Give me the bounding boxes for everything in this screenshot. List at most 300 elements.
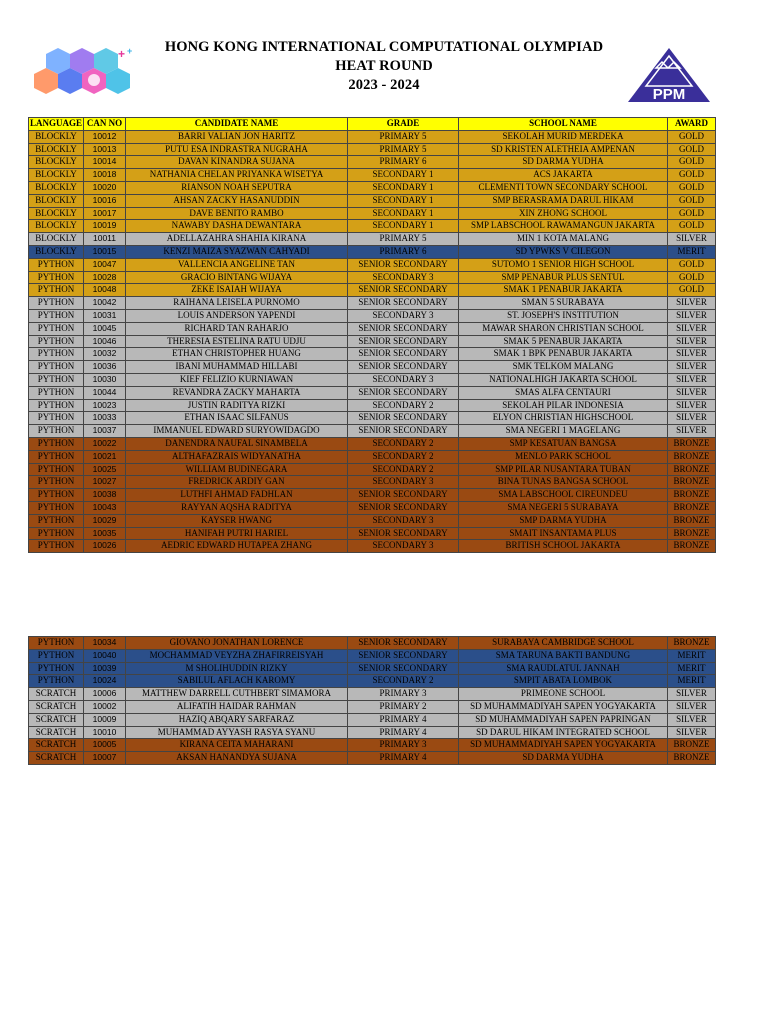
- candidate-name-cell: KENZI MAIZA SYAZWAN CAHYADI: [126, 245, 348, 258]
- can-no-cell: 10040: [84, 649, 126, 662]
- svg-text:+: +: [118, 47, 126, 61]
- table-row: [29, 335, 716, 348]
- language-cell: PYTHON: [29, 450, 84, 463]
- grade-cell: SENIOR SECONDARY: [348, 412, 459, 425]
- table-row: [29, 463, 716, 476]
- grade-cell: SENIOR SECONDARY: [348, 662, 459, 675]
- grade-cell: SECONDARY 2: [348, 675, 459, 688]
- school-name-cell: MAWAR SHARON CHRISTIAN SCHOOL: [459, 322, 668, 335]
- table-row: [29, 156, 716, 169]
- can-no-cell: 10036: [84, 361, 126, 374]
- can-no-cell: 10037: [84, 425, 126, 438]
- grade-cell: PRIMARY 6: [348, 245, 459, 258]
- ppm-logo: [626, 46, 712, 104]
- grade-cell: SECONDARY 3: [348, 271, 459, 284]
- table-row: [29, 194, 716, 207]
- award-cell: GOLD: [668, 271, 716, 284]
- school-name-cell: ST. JOSEPH'S INSTITUTION: [459, 309, 668, 322]
- can-no-cell: 10045: [84, 322, 126, 335]
- candidate-name-cell: KIEF FELIZIO KURNIAWAN: [126, 373, 348, 386]
- col-header-can-no: CAN NO: [84, 118, 126, 131]
- can-no-cell: 10019: [84, 220, 126, 233]
- school-name-cell: SD DARMA YUDHA: [459, 752, 668, 765]
- grade-cell: SECONDARY 1: [348, 194, 459, 207]
- candidate-name-cell: RAIHANA LEISELA PURNOMO: [126, 297, 348, 310]
- award-cell: BRONZE: [668, 489, 716, 502]
- award-cell: SILVER: [668, 726, 716, 739]
- award-cell: GOLD: [668, 169, 716, 182]
- award-cell: SILVER: [668, 322, 716, 335]
- school-name-cell: BINA TUNAS BANGSA SCHOOL: [459, 476, 668, 489]
- candidate-name-cell: NATHANIA CHELAN PRIYANKA WISETYA: [126, 169, 348, 182]
- can-no-cell: 10044: [84, 386, 126, 399]
- can-no-cell: 10023: [84, 399, 126, 412]
- table-row: [29, 489, 716, 502]
- table-row: [29, 399, 716, 412]
- candidate-name-cell: LOUIS ANDERSON YAPENDI: [126, 309, 348, 322]
- language-cell: BLOCKLY: [29, 143, 84, 156]
- can-no-cell: 10043: [84, 501, 126, 514]
- table-row: [29, 386, 716, 399]
- language-cell: PYTHON: [29, 258, 84, 271]
- award-cell: MERIT: [668, 245, 716, 258]
- candidate-name-cell: PUTU ESA INDRASTRA NUGRAHA: [126, 143, 348, 156]
- award-cell: BRONZE: [668, 540, 716, 553]
- award-cell: SILVER: [668, 297, 716, 310]
- can-no-cell: 10010: [84, 726, 126, 739]
- col-header-candidate-name: CANDIDATE NAME: [126, 118, 348, 131]
- grade-cell: PRIMARY 4: [348, 726, 459, 739]
- grade-cell: PRIMARY 6: [348, 156, 459, 169]
- table-row: [29, 437, 716, 450]
- language-cell: PYTHON: [29, 399, 84, 412]
- grade-cell: SENIOR SECONDARY: [348, 348, 459, 361]
- col-header-grade: GRADE: [348, 118, 459, 131]
- language-cell: SCRATCH: [29, 726, 84, 739]
- school-name-cell: SD MUHAMMADIYAH SAPEN YOGYAKARTA: [459, 739, 668, 752]
- table-row: [29, 700, 716, 713]
- school-name-cell: SEKOLAH MURID MERDEKA: [459, 130, 668, 143]
- candidate-name-cell: RIANSON NOAH SEPUTRA: [126, 181, 348, 194]
- candidate-name-cell: KAYSER HWANG: [126, 514, 348, 527]
- can-no-cell: 10026: [84, 540, 126, 553]
- can-no-cell: 10039: [84, 662, 126, 675]
- grade-cell: PRIMARY 4: [348, 713, 459, 726]
- can-no-cell: 10033: [84, 412, 126, 425]
- candidate-name-cell: HANIFAH PUTRI HARIEL: [126, 527, 348, 540]
- award-cell: BRONZE: [668, 450, 716, 463]
- language-cell: PYTHON: [29, 527, 84, 540]
- candidate-name-cell: ADELLAZAHRA SHAHIA KIRANA: [126, 233, 348, 246]
- table-row: [29, 181, 716, 194]
- grade-cell: PRIMARY 3: [348, 688, 459, 701]
- table-row: [29, 752, 716, 765]
- can-no-cell: 10042: [84, 297, 126, 310]
- award-cell: GOLD: [668, 220, 716, 233]
- col-header-school-name: SCHOOL NAME: [459, 118, 668, 131]
- school-name-cell: SMP LABSCHOOL RAWAMANGUN JAKARTA: [459, 220, 668, 233]
- candidate-name-cell: SABILUL AFLACH KAROMY: [126, 675, 348, 688]
- table-row: [29, 739, 716, 752]
- table-row: [29, 309, 716, 322]
- language-cell: SCRATCH: [29, 713, 84, 726]
- can-no-cell: 10009: [84, 713, 126, 726]
- can-no-cell: 10015: [84, 245, 126, 258]
- grade-cell: SENIOR SECONDARY: [348, 335, 459, 348]
- can-no-cell: 10013: [84, 143, 126, 156]
- award-cell: SILVER: [668, 425, 716, 438]
- language-cell: PYTHON: [29, 284, 84, 297]
- grade-cell: SENIOR SECONDARY: [348, 297, 459, 310]
- candidate-name-cell: GRACIO BINTANG WIJAYA: [126, 271, 348, 284]
- award-cell: SILVER: [668, 335, 716, 348]
- grade-cell: SECONDARY 2: [348, 463, 459, 476]
- school-name-cell: SURABAYA CAMBRIDGE SCHOOL: [459, 637, 668, 650]
- can-no-cell: 10047: [84, 258, 126, 271]
- candidate-name-cell: AEDRIC EDWARD HUTAPEA ZHANG: [126, 540, 348, 553]
- results-table-1: [28, 117, 716, 553]
- language-cell: BLOCKLY: [29, 233, 84, 246]
- award-cell: SILVER: [668, 373, 716, 386]
- school-name-cell: SMAK 1 BPK PENABUR JAKARTA: [459, 348, 668, 361]
- candidate-name-cell: GIOVANO JONATHAN LORENCE: [126, 637, 348, 650]
- grade-cell: SECONDARY 2: [348, 399, 459, 412]
- school-name-cell: SMA LABSCHOOL CIREUNDEU: [459, 489, 668, 502]
- col-header-award: AWARD: [668, 118, 716, 131]
- table-row: [29, 207, 716, 220]
- table-body-2: [29, 637, 716, 765]
- grade-cell: SECONDARY 3: [348, 476, 459, 489]
- school-name-cell: SD KRISTEN ALETHEIA AMPENAN: [459, 143, 668, 156]
- candidate-name-cell: HAZIQ ABQARY SARFARAZ: [126, 713, 348, 726]
- candidate-name-cell: RICHARD TAN RAHARJO: [126, 322, 348, 335]
- award-cell: SILVER: [668, 399, 716, 412]
- school-name-cell: SMP PENABUR PLUS SENTUL: [459, 271, 668, 284]
- can-no-cell: 10014: [84, 156, 126, 169]
- candidate-name-cell: JUSTIN RADITYA RIZKI: [126, 399, 348, 412]
- can-no-cell: 10016: [84, 194, 126, 207]
- language-cell: PYTHON: [29, 348, 84, 361]
- language-cell: PYTHON: [29, 501, 84, 514]
- award-cell: BRONZE: [668, 437, 716, 450]
- results-table-2: [28, 636, 716, 765]
- award-cell: GOLD: [668, 130, 716, 143]
- language-cell: BLOCKLY: [29, 156, 84, 169]
- school-name-cell: SMK TELKOM MALANG: [459, 361, 668, 374]
- award-cell: SILVER: [668, 713, 716, 726]
- candidate-name-cell: DAVAN KINANDRA SUJANA: [126, 156, 348, 169]
- school-name-cell: SMPIT ABATA LOMBOK: [459, 675, 668, 688]
- language-cell: PYTHON: [29, 412, 84, 425]
- candidate-name-cell: KIRANA CEITA MAHARANI: [126, 739, 348, 752]
- grade-cell: PRIMARY 3: [348, 739, 459, 752]
- school-name-cell: SMA RAUDLATUL JANNAH: [459, 662, 668, 675]
- header-round: HEAT ROUND: [335, 58, 433, 74]
- table-row: [29, 527, 716, 540]
- language-cell: PYTHON: [29, 649, 84, 662]
- school-name-cell: SMP PILAR NUSANTARA TUBAN: [459, 463, 668, 476]
- candidate-name-cell: M SHOLIHUDDIN RIZKY: [126, 662, 348, 675]
- award-cell: GOLD: [668, 258, 716, 271]
- grade-cell: PRIMARY 2: [348, 700, 459, 713]
- award-cell: GOLD: [668, 143, 716, 156]
- table-header-row: [29, 118, 716, 131]
- award-cell: GOLD: [668, 284, 716, 297]
- award-cell: SILVER: [668, 688, 716, 701]
- ppm-logo-text: PPM: [652, 86, 686, 103]
- grade-cell: SECONDARY 3: [348, 540, 459, 553]
- grade-cell: PRIMARY 4: [348, 752, 459, 765]
- table-row: [29, 373, 716, 386]
- table-row: [29, 130, 716, 143]
- table-row: [29, 662, 716, 675]
- school-name-cell: SMP KESATUAN BANGSA: [459, 437, 668, 450]
- award-cell: SILVER: [668, 309, 716, 322]
- grade-cell: SECONDARY 2: [348, 437, 459, 450]
- candidate-name-cell: ZEKE ISAIAH WIJAYA: [126, 284, 348, 297]
- language-cell: SCRATCH: [29, 688, 84, 701]
- school-name-cell: SD DARMA YUDHA: [459, 156, 668, 169]
- school-name-cell: SMA NEGERI 1 MAGELANG: [459, 425, 668, 438]
- grade-cell: PRIMARY 5: [348, 233, 459, 246]
- candidate-name-cell: MOCHAMMAD VEYZHA ZHAFIRREISYAH: [126, 649, 348, 662]
- table-row: [29, 425, 716, 438]
- award-cell: BRONZE: [668, 476, 716, 489]
- candidate-name-cell: AHSAN ZACKY HASANUDDIN: [126, 194, 348, 207]
- school-name-cell: SMA TARUNA BAKTI BANDUNG: [459, 649, 668, 662]
- award-cell: SILVER: [668, 233, 716, 246]
- candidate-name-cell: DAVE BENITO RAMBO: [126, 207, 348, 220]
- school-name-cell: XIN ZHONG SCHOOL: [459, 207, 668, 220]
- table-row: [29, 540, 716, 553]
- award-cell: SILVER: [668, 361, 716, 374]
- grade-cell: SECONDARY 1: [348, 207, 459, 220]
- grade-cell: PRIMARY 5: [348, 143, 459, 156]
- grade-cell: SECONDARY 1: [348, 181, 459, 194]
- award-cell: SILVER: [668, 386, 716, 399]
- candidate-name-cell: DANENDRA NAUFAL SINAMBELA: [126, 437, 348, 450]
- can-no-cell: 10022: [84, 437, 126, 450]
- award-cell: MERIT: [668, 649, 716, 662]
- school-name-cell: SD MUHAMMADIYAH SAPEN YOGYAKARTA: [459, 700, 668, 713]
- award-cell: MERIT: [668, 675, 716, 688]
- table-row: [29, 284, 716, 297]
- language-cell: PYTHON: [29, 297, 84, 310]
- language-cell: PYTHON: [29, 373, 84, 386]
- table-row: [29, 688, 716, 701]
- school-name-cell: SMAK 1 PENABUR JAKARTA: [459, 284, 668, 297]
- language-cell: PYTHON: [29, 335, 84, 348]
- can-no-cell: 10046: [84, 335, 126, 348]
- candidate-name-cell: IBANI MUHAMMAD HILLABI: [126, 361, 348, 374]
- language-cell: BLOCKLY: [29, 181, 84, 194]
- grade-cell: SENIOR SECONDARY: [348, 637, 459, 650]
- can-no-cell: 10030: [84, 373, 126, 386]
- award-cell: BRONZE: [668, 739, 716, 752]
- table-row: [29, 271, 716, 284]
- award-cell: SILVER: [668, 348, 716, 361]
- table-row: [29, 169, 716, 182]
- language-cell: SCRATCH: [29, 752, 84, 765]
- can-no-cell: 10027: [84, 476, 126, 489]
- language-cell: PYTHON: [29, 361, 84, 374]
- grade-cell: SENIOR SECONDARY: [348, 361, 459, 374]
- grade-cell: SECONDARY 3: [348, 309, 459, 322]
- language-cell: PYTHON: [29, 489, 84, 502]
- grade-cell: SECONDARY 3: [348, 373, 459, 386]
- header-title: HONG KONG INTERNATIONAL COMPUTATIONAL OLYMPIAD: [164, 39, 604, 55]
- table-row: [29, 450, 716, 463]
- language-cell: PYTHON: [29, 425, 84, 438]
- candidate-name-cell: REVANDRA ZACKY MAHARTA: [126, 386, 348, 399]
- school-name-cell: NATIONALHIGH JAKARTA SCHOOL: [459, 373, 668, 386]
- award-cell: GOLD: [668, 207, 716, 220]
- candidate-name-cell: NAWABY DASHA DEWANTARA: [126, 220, 348, 233]
- language-cell: PYTHON: [29, 637, 84, 650]
- candidate-name-cell: ALIFATIH HAIDAR RAHMAN: [126, 700, 348, 713]
- can-no-cell: 10025: [84, 463, 126, 476]
- language-cell: PYTHON: [29, 514, 84, 527]
- table-row: [29, 143, 716, 156]
- award-cell: BRONZE: [668, 637, 716, 650]
- can-no-cell: 10031: [84, 309, 126, 322]
- table-body-1: [29, 130, 716, 552]
- candidate-name-cell: ETHAN CHRISTOPHER HUANG: [126, 348, 348, 361]
- candidate-name-cell: ETHAN ISAAC SILFANUS: [126, 412, 348, 425]
- table-row: [29, 348, 716, 361]
- grade-cell: SENIOR SECONDARY: [348, 386, 459, 399]
- can-no-cell: 10048: [84, 284, 126, 297]
- candidate-name-cell: MUHAMMAD AYYASH RASYA SYANU: [126, 726, 348, 739]
- candidate-name-cell: RAYYAN AQSHA RADITYA: [126, 501, 348, 514]
- table-row: [29, 726, 716, 739]
- can-no-cell: 10024: [84, 675, 126, 688]
- can-no-cell: 10012: [84, 130, 126, 143]
- award-cell: BRONZE: [668, 463, 716, 476]
- header-year: 2023 - 2024: [348, 77, 420, 93]
- school-name-cell: SMA NEGERI 5 SURABAYA: [459, 501, 668, 514]
- award-cell: GOLD: [668, 156, 716, 169]
- table-row: [29, 297, 716, 310]
- grade-cell: PRIMARY 5: [348, 130, 459, 143]
- can-no-cell: 10035: [84, 527, 126, 540]
- award-cell: SILVER: [668, 700, 716, 713]
- can-no-cell: 10011: [84, 233, 126, 246]
- table-row: [29, 412, 716, 425]
- school-name-cell: PRIMEONE SCHOOL: [459, 688, 668, 701]
- award-cell: MERIT: [668, 662, 716, 675]
- school-name-cell: BRITISH SCHOOL JAKARTA: [459, 540, 668, 553]
- grade-cell: SENIOR SECONDARY: [348, 649, 459, 662]
- can-no-cell: 10028: [84, 271, 126, 284]
- school-name-cell: ACS JAKARTA: [459, 169, 668, 182]
- candidate-name-cell: BARRI VALIAN JON HARITZ: [126, 130, 348, 143]
- svg-text:+: +: [127, 46, 133, 56]
- table-row: [29, 514, 716, 527]
- school-name-cell: SEKOLAH PILAR INDONESIA: [459, 399, 668, 412]
- can-no-cell: 10038: [84, 489, 126, 502]
- table-row: [29, 501, 716, 514]
- language-cell: PYTHON: [29, 476, 84, 489]
- table-row: [29, 220, 716, 233]
- award-cell: GOLD: [668, 181, 716, 194]
- col-header-language: LANGUAGE: [29, 118, 84, 131]
- language-cell: PYTHON: [29, 675, 84, 688]
- school-name-cell: SMAS ALFA CENTAURI: [459, 386, 668, 399]
- language-cell: PYTHON: [29, 271, 84, 284]
- school-name-cell: MENLO PARK SCHOOL: [459, 450, 668, 463]
- award-cell: BRONZE: [668, 527, 716, 540]
- language-cell: BLOCKLY: [29, 130, 84, 143]
- language-cell: PYTHON: [29, 386, 84, 399]
- grade-cell: SECONDARY 2: [348, 450, 459, 463]
- grade-cell: SENIOR SECONDARY: [348, 284, 459, 297]
- language-cell: PYTHON: [29, 309, 84, 322]
- candidate-name-cell: VALLENCIA ANGELINE TAN: [126, 258, 348, 271]
- candidate-name-cell: IMMANUEL EDWARD SURYOWIDAGDO: [126, 425, 348, 438]
- table-row: [29, 233, 716, 246]
- grade-cell: SENIOR SECONDARY: [348, 527, 459, 540]
- school-name-cell: SMP DARMA YUDHA: [459, 514, 668, 527]
- candidate-name-cell: THERESIA ESTELINA RATU UDJU: [126, 335, 348, 348]
- language-cell: BLOCKLY: [29, 245, 84, 258]
- candidate-name-cell: AKSAN HANANDYA SUJANA: [126, 752, 348, 765]
- table-row: [29, 675, 716, 688]
- language-cell: SCRATCH: [29, 739, 84, 752]
- grade-cell: SECONDARY 3: [348, 514, 459, 527]
- language-cell: SCRATCH: [29, 700, 84, 713]
- grade-cell: SECONDARY 1: [348, 220, 459, 233]
- language-cell: PYTHON: [29, 437, 84, 450]
- can-no-cell: 10002: [84, 700, 126, 713]
- school-name-cell: CLEMENTI TOWN SECONDARY SCHOOL: [459, 181, 668, 194]
- grade-cell: SENIOR SECONDARY: [348, 322, 459, 335]
- award-cell: GOLD: [668, 194, 716, 207]
- school-name-cell: MIN 1 KOTA MALANG: [459, 233, 668, 246]
- table-row: [29, 245, 716, 258]
- language-cell: PYTHON: [29, 322, 84, 335]
- school-name-cell: SD YPWKS V CILEGON: [459, 245, 668, 258]
- grade-cell: SENIOR SECONDARY: [348, 489, 459, 502]
- can-no-cell: 10032: [84, 348, 126, 361]
- can-no-cell: 10006: [84, 688, 126, 701]
- candidate-name-cell: WILLIAM BUDINEGARA: [126, 463, 348, 476]
- award-cell: BRONZE: [668, 752, 716, 765]
- can-no-cell: 10021: [84, 450, 126, 463]
- school-name-cell: SMAN 5 SURABAYA: [459, 297, 668, 310]
- language-cell: BLOCKLY: [29, 220, 84, 233]
- school-name-cell: SUTOMO 1 SENIOR HIGH SCHOOL: [459, 258, 668, 271]
- grade-cell: SENIOR SECONDARY: [348, 425, 459, 438]
- school-name-cell: SD MUHAMMADIYAH SAPEN PAPRINGAN: [459, 713, 668, 726]
- school-name-cell: SMAIT INSANTAMA PLUS: [459, 527, 668, 540]
- school-name-cell: SMP BERASRAMA DARUL HIKAM: [459, 194, 668, 207]
- language-cell: PYTHON: [29, 463, 84, 476]
- school-name-cell: SD DARUL HIKAM INTEGRATED SCHOOL: [459, 726, 668, 739]
- can-no-cell: 10020: [84, 181, 126, 194]
- can-no-cell: 10029: [84, 514, 126, 527]
- grade-cell: SENIOR SECONDARY: [348, 258, 459, 271]
- candidate-name-cell: FREDRICK ARDIY GAN: [126, 476, 348, 489]
- grade-cell: SECONDARY 1: [348, 169, 459, 182]
- language-cell: BLOCKLY: [29, 194, 84, 207]
- school-name-cell: ELYON CHRISTIAN HIGHSCHOOL: [459, 412, 668, 425]
- language-cell: BLOCKLY: [29, 169, 84, 182]
- table-row: [29, 649, 716, 662]
- table-row: [29, 361, 716, 374]
- award-cell: BRONZE: [668, 514, 716, 527]
- table-row: [29, 322, 716, 335]
